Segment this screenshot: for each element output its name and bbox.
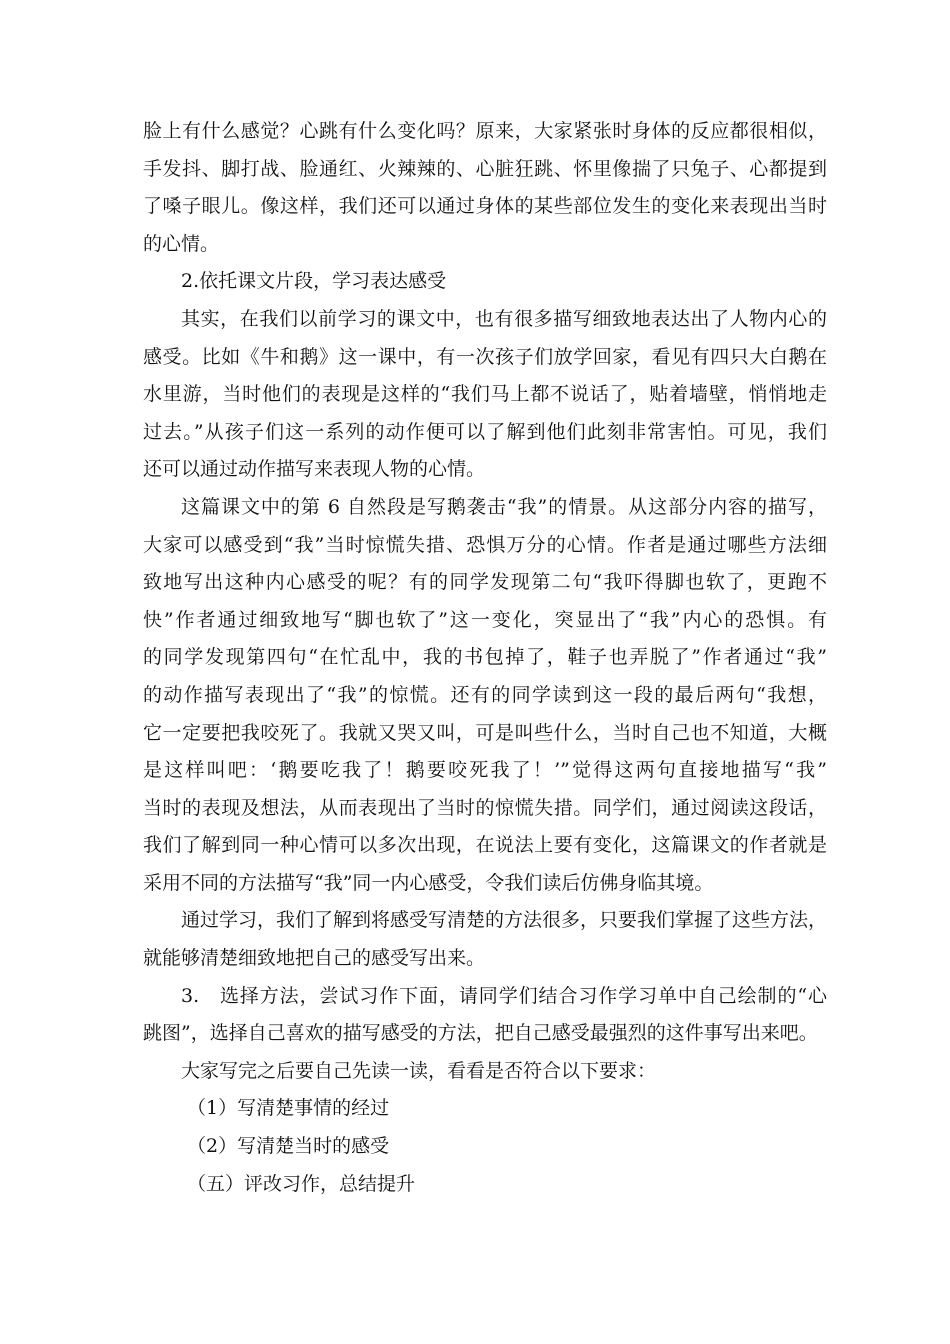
section-heading-2: 2.依托课文片段，学习表达感受 [181, 270, 447, 293]
paragraph-body-reactions [143, 113, 827, 263]
text-line: 快”作者通过细致地写“脚也软了”这一变化，突显出了“我”内心的恐惧。有 [143, 608, 827, 631]
paragraph-self-check: 大家写完之后要自己先读一读，看看是否符合以下要求： [181, 1059, 657, 1082]
text-line: 的心情。 [143, 232, 220, 255]
text-line: 跳图”，选择自己喜欢的描写感受的方法，把自己感受最强烈的这件事写出来吧。 [143, 1022, 818, 1045]
text-line: 感受。比如《牛和鹅》这一课中，有一次孩子们放学回家，看见有四只大白鹅在 [143, 345, 827, 368]
section-heading-5: （五）评改习作，总结提升 [187, 1172, 416, 1195]
text-line: 其实，在我们以前学习的课文中，也有很多描写细致地表达出了人物内心的 [181, 307, 827, 330]
requirement-item-1: （1）写清楚事情的经过 [187, 1097, 390, 1120]
text-line: 的动作描写表现出了“我”的惊慌。还有的同学读到这一段的最后两句“我想， [143, 683, 827, 706]
text-line: 这篇课文中的第 6 自然段是写鹅袭击“我”的情景。从这部分内容的描写， [181, 495, 827, 518]
text-line: 大家可以感受到“我”当时惊慌失措、恐惧万分的心情。作者是通过哪些方法细 [143, 533, 827, 556]
paragraph-niu-he-e [143, 301, 827, 489]
text-line: 3. 选择方法，尝试习作下面，请同学们结合习作学习单中自己绘制的“心 [181, 984, 827, 1007]
text-line: 脸上有什么感觉？心跳有什么变化吗？原来，大家紧张时身体的反应都很相似， [143, 120, 827, 142]
text-line: 我们了解到同一种心情可以多次出现，在说法上要有变化，这篇课文的作者就是 [143, 834, 827, 857]
text-line: 通过学习，我们了解到将感受写清楚的方法很多，只要我们掌握了这些方法， [181, 909, 828, 932]
text-line: 当时的表现及想法，从而表现出了当时的惊慌失措。同学们，通过阅读这段话， [143, 796, 827, 819]
text-line: 了嗓子眼儿。像这样，我们还可以通过身体的某些部位发生的变化来表现出当时 [143, 195, 827, 218]
text-line: 致地写出这种内心感受的呢？有的同学发现第二句“我吓得脚也软了，更跑不 [143, 571, 827, 594]
paragraph-summary [143, 902, 827, 977]
text-line: 它一定要把我咬死了。我就又哭又叫，可是叫些什么，当时自己也不知道，大概 [143, 721, 827, 744]
requirement-item-2: （2）写清楚当时的感受 [187, 1135, 390, 1158]
document-page [143, 113, 827, 1203]
text-line: 的同学发现第四句“在忙乱中，我的书包掉了，鞋子也弄脱了”作者通过“我” [143, 646, 827, 669]
text-line: 就能够清楚细致地把自己的感受写出来。 [143, 947, 486, 970]
text-line: 还可以通过动作描写来表现人物的心情。 [143, 458, 486, 481]
text-line: 过去。”从孩子们这一系列的动作便可以了解到他们此刻非常害怕。可见，我们 [143, 420, 827, 443]
text-line: 是这样叫吧：‘鹅要吃我了！鹅要咬死我了！’”觉得这两句直接地描写“我” [143, 759, 827, 782]
paragraph-choose-method [143, 978, 827, 1053]
text-line: 采用不同的方法描写“我”同一内心感受，令我们读后仿佛身临其境。 [143, 871, 714, 894]
text-line: 水里游，当时他们的表现是这样的“我们马上都不说话了，贴着墙壁，悄悄地走 [143, 383, 827, 406]
text-line: 手发抖、脚打战、脸通红、火辣辣的、心脏狂跳、怀里像揣了只兔子、心都提到 [143, 157, 827, 180]
paragraph-goose-attack [143, 489, 827, 903]
